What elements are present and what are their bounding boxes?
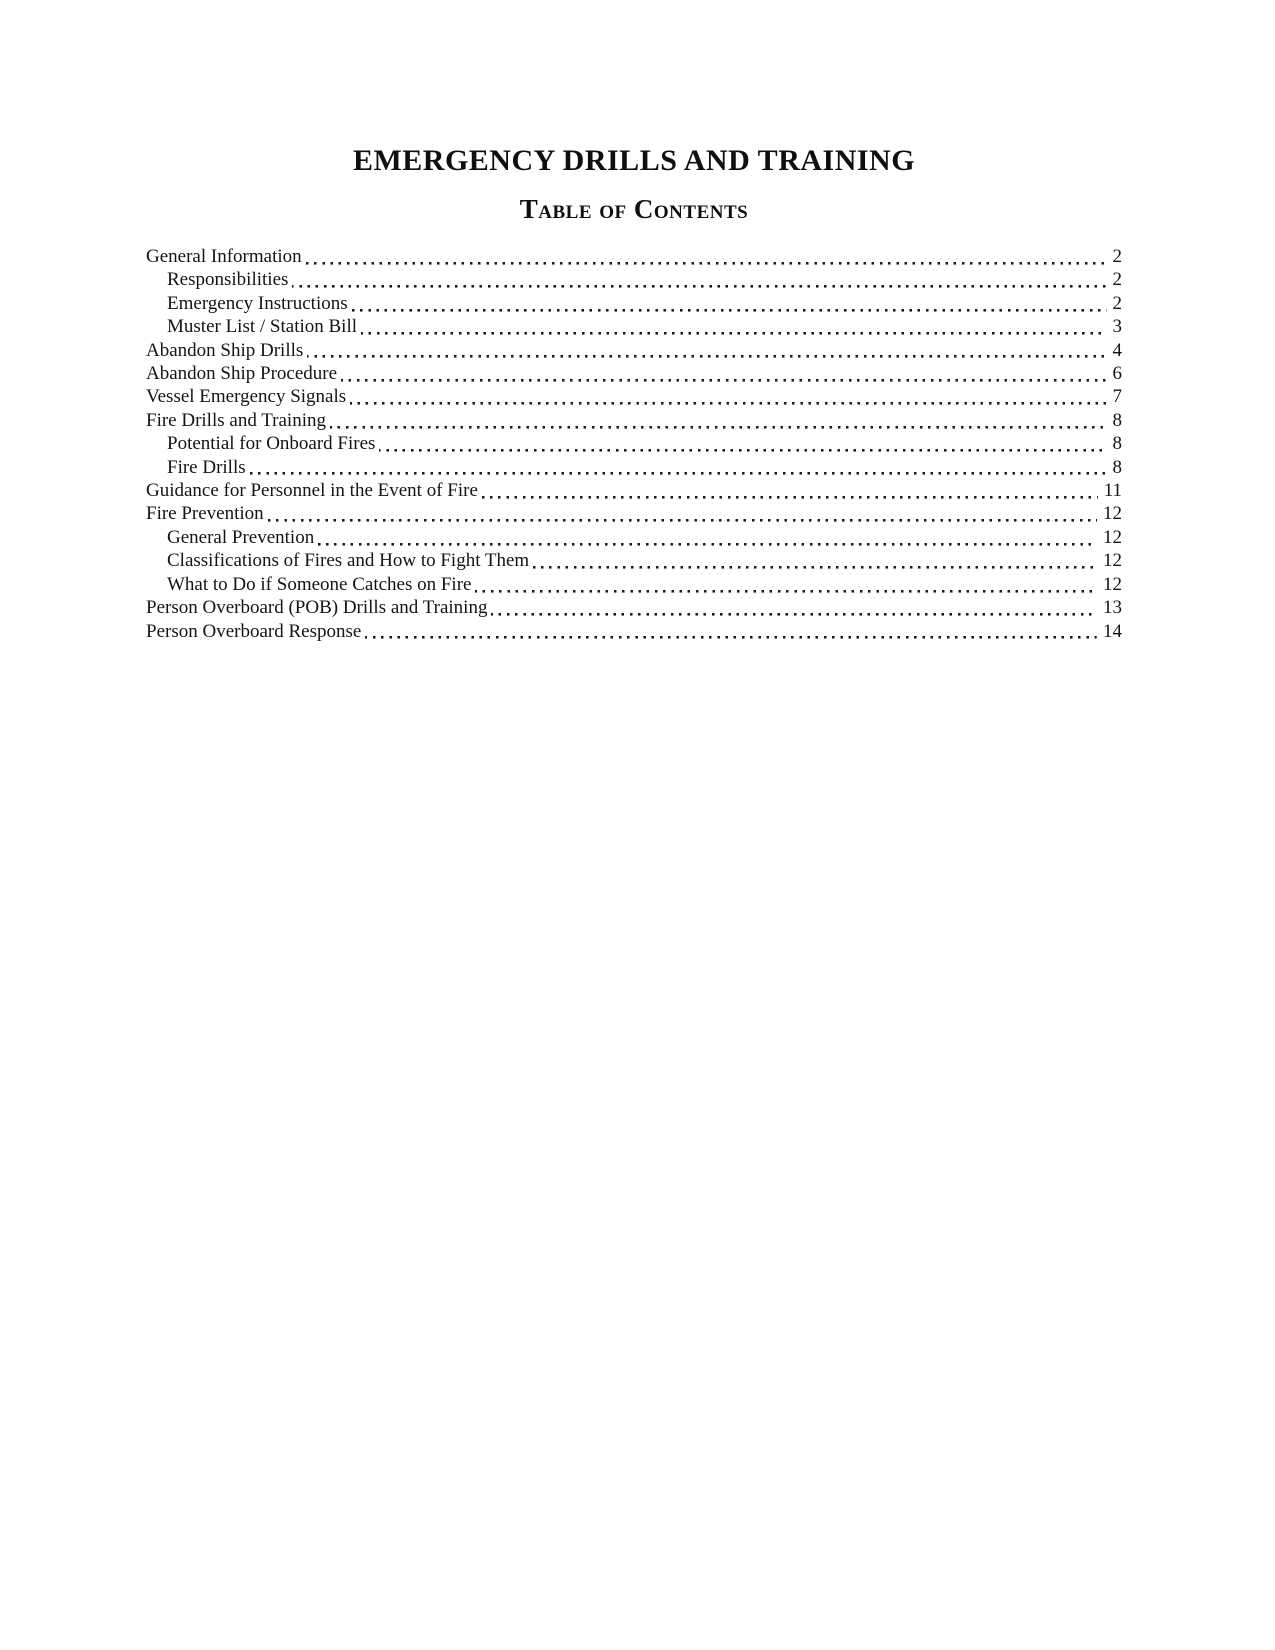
toc-entry[interactable]	[146, 432, 1122, 455]
toc-entry-label: Abandon Ship Drills	[146, 339, 304, 361]
toc-page-number: 12	[1103, 503, 1122, 525]
toc-entry-label: Vessel Emergency Signals	[146, 386, 347, 408]
dot-leader	[292, 268, 1106, 291]
dot-leader	[268, 502, 1097, 525]
toc-entry[interactable]	[146, 245, 1122, 268]
toc-entry-label: Fire Prevention	[146, 503, 264, 525]
dot-leader	[350, 385, 1106, 408]
toc-entry[interactable]	[146, 339, 1122, 362]
toc-page-number: 7	[1112, 386, 1122, 408]
toc-entry[interactable]	[146, 596, 1122, 619]
table-of-contents	[146, 245, 1122, 643]
toc-entry[interactable]	[146, 268, 1122, 291]
toc-page-number: 8	[1112, 409, 1122, 431]
toc-entry[interactable]	[146, 409, 1122, 432]
dot-leader	[361, 315, 1106, 338]
dot-leader	[307, 339, 1106, 362]
toc-entry-label: Fire Drills	[167, 456, 246, 478]
toc-entry-label: General Information	[146, 246, 302, 267]
toc-entry-label: Person Overboard Response	[146, 620, 362, 642]
toc-page-number: 12	[1103, 526, 1122, 548]
toc-page-number: 11	[1103, 480, 1122, 502]
document-title: EMERGENCY DRILLS AND TRAINING	[352, 144, 916, 177]
toc-entry-label: Fire Drills and Training	[146, 409, 326, 431]
toc-entry[interactable]	[146, 456, 1122, 479]
toc-page-number: 12	[1103, 573, 1122, 595]
toc-page-number: 13	[1103, 597, 1122, 619]
toc-page-number: 12	[1103, 550, 1122, 572]
dot-leader	[491, 596, 1097, 619]
dot-leader	[306, 245, 1107, 268]
dot-leader	[330, 409, 1107, 432]
toc-page-number: 4	[1112, 339, 1122, 361]
dot-leader	[475, 573, 1097, 596]
dot-leader	[482, 479, 1098, 502]
dot-leader	[365, 620, 1097, 643]
dot-leader	[533, 549, 1097, 572]
dot-leader	[318, 526, 1097, 549]
toc-page-number: 2	[1112, 246, 1122, 267]
toc-entry[interactable]	[146, 620, 1122, 643]
toc-page-number: 14	[1103, 620, 1122, 642]
toc-entry-label: Muster List / Station Bill	[167, 316, 358, 338]
toc-entry[interactable]	[146, 315, 1122, 338]
toc-entry[interactable]	[146, 573, 1122, 596]
dot-leader	[379, 432, 1106, 455]
dot-leader	[352, 292, 1107, 315]
toc-entry-label: Responsibilities	[167, 269, 289, 291]
toc-page-number: 6	[1112, 363, 1122, 385]
toc-entry-label: Abandon Ship Procedure	[146, 363, 338, 385]
toc-page-number: 8	[1112, 433, 1122, 455]
toc-entry[interactable]	[146, 502, 1122, 525]
toc-entry[interactable]	[146, 362, 1122, 385]
toc-entry-label: Person Overboard (POB) Drills and Training	[146, 597, 488, 619]
toc-entry-label: Emergency Instructions	[167, 292, 348, 314]
toc-page-number: 2	[1112, 292, 1122, 314]
toc-entry-label: Potential for Onboard Fires	[167, 433, 376, 455]
toc-page-number: 3	[1112, 316, 1122, 338]
dot-leader	[250, 456, 1107, 479]
dot-leader	[341, 362, 1106, 385]
toc-entry[interactable]	[146, 385, 1122, 408]
toc-entry-label: General Prevention	[167, 526, 315, 548]
toc-entry-label: What to Do if Someone Catches on Fire	[167, 573, 472, 595]
toc-page-number: 2	[1112, 269, 1122, 291]
toc-entry[interactable]	[146, 549, 1122, 572]
toc-entry[interactable]	[146, 292, 1122, 315]
toc-entry-label: Classifications of Fires and How to Fight Them	[167, 550, 530, 572]
toc-page-number: 8	[1112, 456, 1122, 478]
toc-entry-label: Guidance for Personnel in the Event of Fire	[146, 480, 478, 502]
toc-heading: Table of Contents	[519, 194, 749, 224]
toc-entry[interactable]	[146, 479, 1122, 502]
toc-entry[interactable]	[146, 526, 1122, 549]
